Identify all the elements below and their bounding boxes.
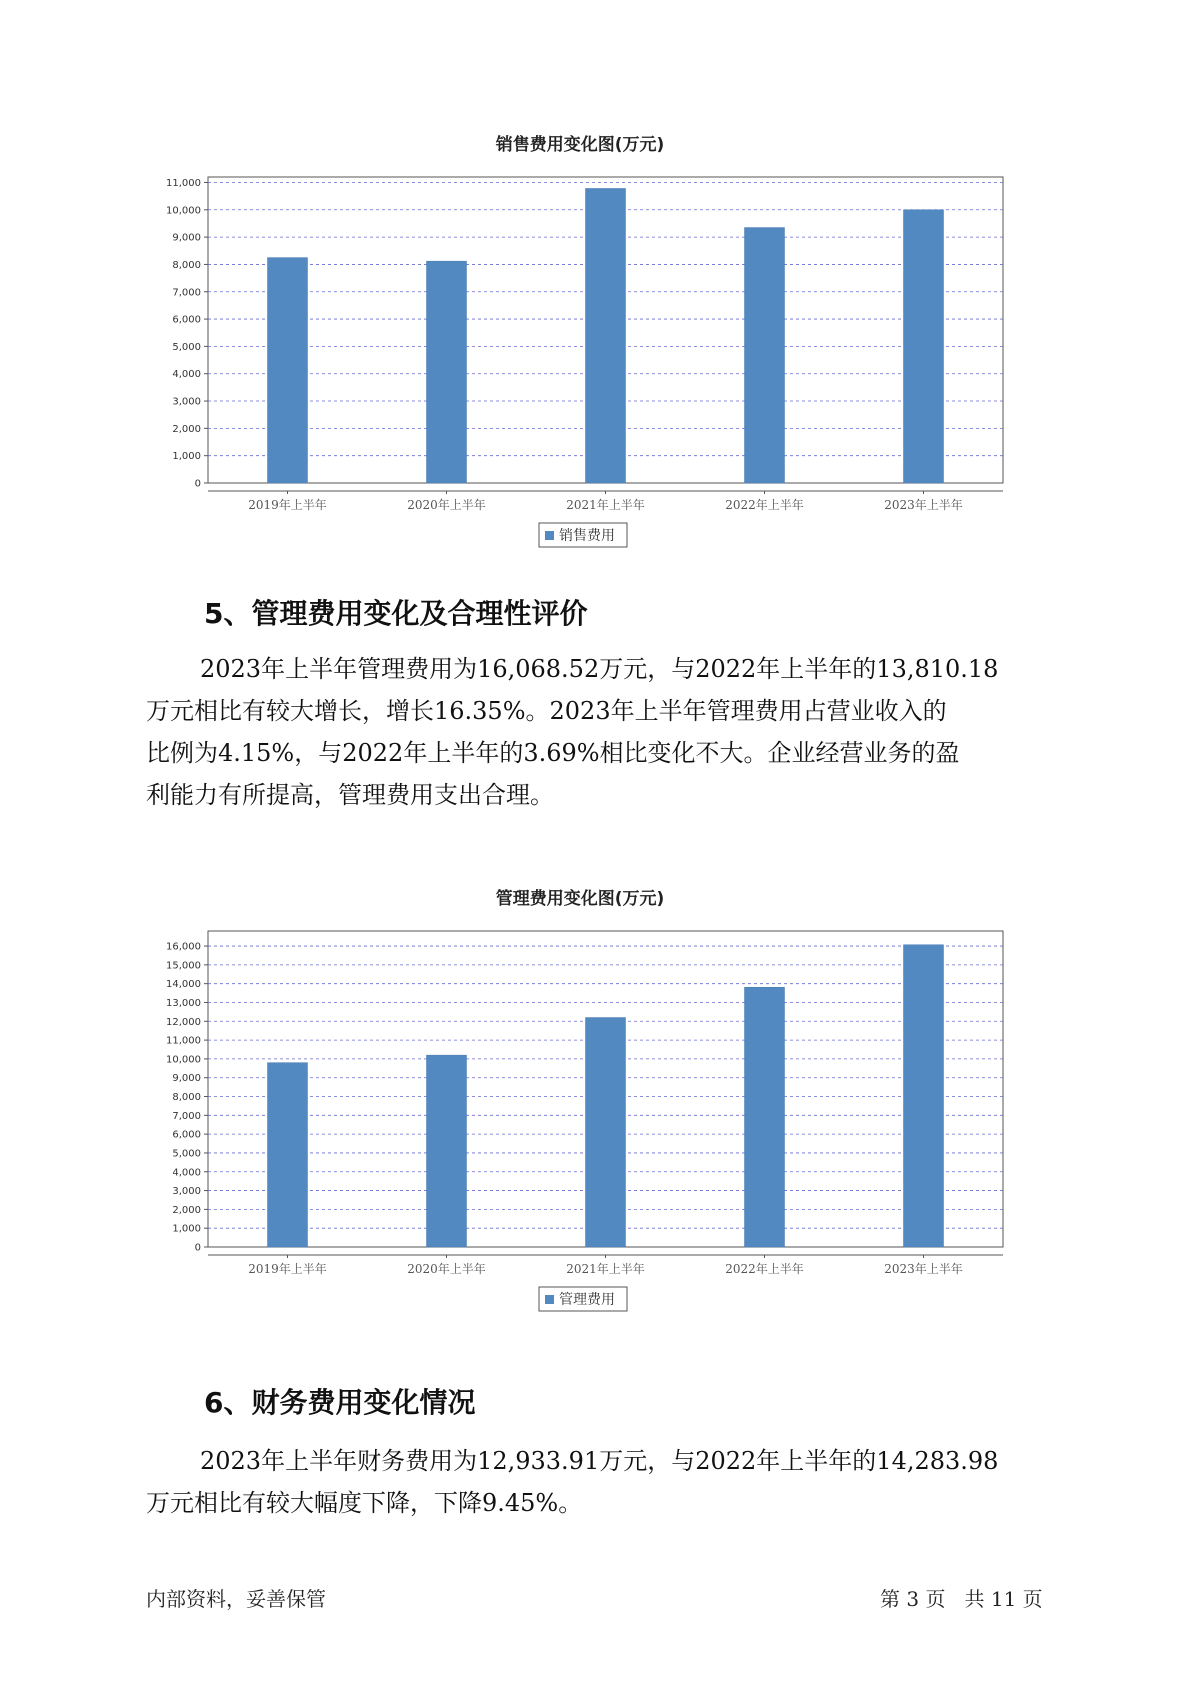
bar <box>745 987 785 1247</box>
paragraph-line: 万元相比有较大增长，增长16.35%。2023年上半年管理费用占营业收入的 <box>146 697 947 725</box>
x-tick-label: 2021年上半年 <box>566 1262 645 1276</box>
y-tick-label: 10,000 <box>166 205 201 217</box>
x-tick-label: 2019年上半年 <box>248 498 327 512</box>
y-tick-label: 9,000 <box>172 1073 201 1085</box>
y-tick-label: 0 <box>194 478 201 490</box>
admin-expense-chart-svg <box>150 909 1010 1339</box>
y-tick-label: 2,000 <box>172 1204 201 1216</box>
bar <box>745 228 785 483</box>
paragraph-line: 利能力有所提高，管理费用支出合理。 <box>146 781 554 809</box>
y-tick-label: 7,000 <box>172 1110 201 1122</box>
x-tick-label: 2023年上半年 <box>884 1262 963 1276</box>
footer-page-number: 第 3 页 共 11 页 <box>880 1587 1043 1611</box>
sales-expense-chart <box>150 130 1010 575</box>
bar <box>427 1055 467 1247</box>
x-tick-label: 2022年上半年 <box>725 1262 804 1276</box>
x-tick-label: 2020年上半年 <box>407 498 486 512</box>
footer-confidential-note: 内部资料，妥善保管 <box>146 1587 326 1611</box>
y-tick-label: 11,000 <box>166 177 201 189</box>
legend-label: 管理费用 <box>559 1292 615 1308</box>
y-tick-label: 14,000 <box>166 979 201 991</box>
y-tick-label: 15,000 <box>166 960 201 972</box>
y-tick-label: 3,000 <box>172 396 201 408</box>
y-tick-label: 7,000 <box>172 287 201 299</box>
y-tick-label: 12,000 <box>166 1016 201 1028</box>
y-tick-label: 10,000 <box>166 1054 201 1066</box>
chart-title: 管理费用变化图(万元) <box>495 889 665 909</box>
x-tick-label: 2019年上半年 <box>248 1262 327 1276</box>
x-tick-label: 2021年上半年 <box>566 498 645 512</box>
bar <box>427 261 467 483</box>
paragraph-line: 比例为4.15%，与2022年上半年的3.69%相比变化不大。企业经营业务的盈 <box>146 739 960 767</box>
y-tick-label: 5,000 <box>172 1148 201 1160</box>
y-tick-label: 1,000 <box>172 451 201 463</box>
x-tick-label: 2022年上半年 <box>725 498 804 512</box>
y-tick-label: 6,000 <box>172 314 201 326</box>
y-tick-label: 2,000 <box>172 423 201 435</box>
y-tick-label: 8,000 <box>172 1092 201 1104</box>
section-6-paragraph <box>146 1440 1076 1524</box>
y-tick-label: 6,000 <box>172 1129 201 1141</box>
bar <box>268 1063 308 1247</box>
y-tick-label: 4,000 <box>172 1167 201 1179</box>
y-tick-label: 4,000 <box>172 369 201 381</box>
paragraph-line: 2023年上半年财务费用为12,933.91万元，与2022年上半年的14,283.98 <box>200 1447 999 1475</box>
section-5-heading: 5、管理费用变化及合理性评价 <box>204 597 588 630</box>
bar <box>904 945 944 1247</box>
bar <box>268 258 308 483</box>
y-tick-label: 8,000 <box>172 259 201 271</box>
sales-expense-chart-svg <box>150 155 1010 575</box>
y-tick-label: 3,000 <box>172 1186 201 1198</box>
x-tick-label: 2023年上半年 <box>884 498 963 512</box>
y-tick-label: 1,000 <box>172 1223 201 1235</box>
legend-label: 销售费用 <box>559 528 615 544</box>
y-tick-label: 13,000 <box>166 997 201 1009</box>
legend-swatch <box>545 531 554 540</box>
y-tick-label: 9,000 <box>172 232 201 244</box>
y-tick-label: 5,000 <box>172 341 201 353</box>
x-tick-label: 2020年上半年 <box>407 1262 486 1276</box>
y-tick-label: 0 <box>194 1242 201 1254</box>
admin-expense-chart <box>150 884 1010 1339</box>
y-tick-label: 16,000 <box>166 941 201 953</box>
y-tick-label: 11,000 <box>166 1035 201 1047</box>
legend-swatch <box>545 1295 554 1304</box>
paragraph-line: 2023年上半年管理费用为16,068.52万元，与2022年上半年的13,810.18 <box>200 655 999 683</box>
paragraph-line: 万元相比有较大幅度下降，下降9.45%。 <box>146 1489 583 1517</box>
section-6-heading: 6、财务费用变化情况 <box>204 1386 476 1419</box>
bar <box>586 188 626 483</box>
bar <box>904 210 944 483</box>
bar <box>586 1018 626 1247</box>
chart-title: 销售费用变化图(万元) <box>495 135 665 155</box>
section-5-paragraph <box>146 648 1076 816</box>
